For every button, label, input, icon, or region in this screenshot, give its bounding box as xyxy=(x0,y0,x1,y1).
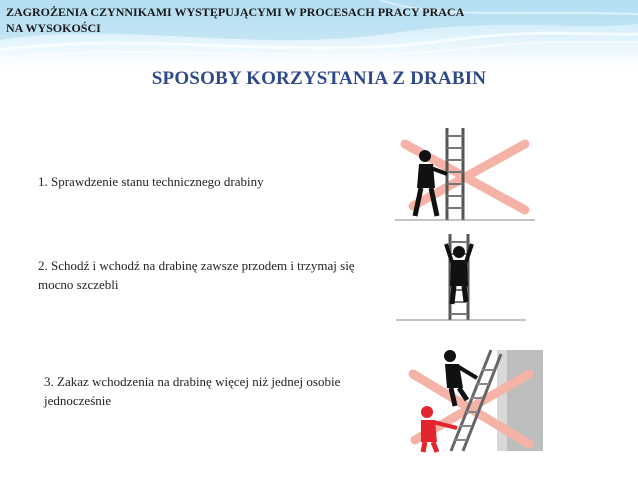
ladder-inspection-illustration xyxy=(395,122,535,222)
page-title: SPOSOBY KORZYSTANIA Z DRABIN xyxy=(151,68,487,89)
step-2-text: 2. Schodź i wchodź na drabinę zawsze przodem i trzymaj się mocno szczebli xyxy=(38,258,355,292)
slide-header xyxy=(0,0,638,66)
header-title: ZAGROŻENIA CZYNNIKAMI WYSTĘPUJĄCYMI W PROCESACH PRACY PRACA NA WYSOKOŚCI xyxy=(6,5,464,35)
two-persons-ladder-illustration xyxy=(405,348,545,453)
step-3-text: 3. Zakaz wchodzenia na drabinę więcej niż jednej osobie jednocześnie xyxy=(44,374,341,408)
step-1-text: 1. Sprawdzenie stanu technicznego drabiny xyxy=(38,174,264,189)
ladder-climbing-illustration xyxy=(396,232,526,322)
